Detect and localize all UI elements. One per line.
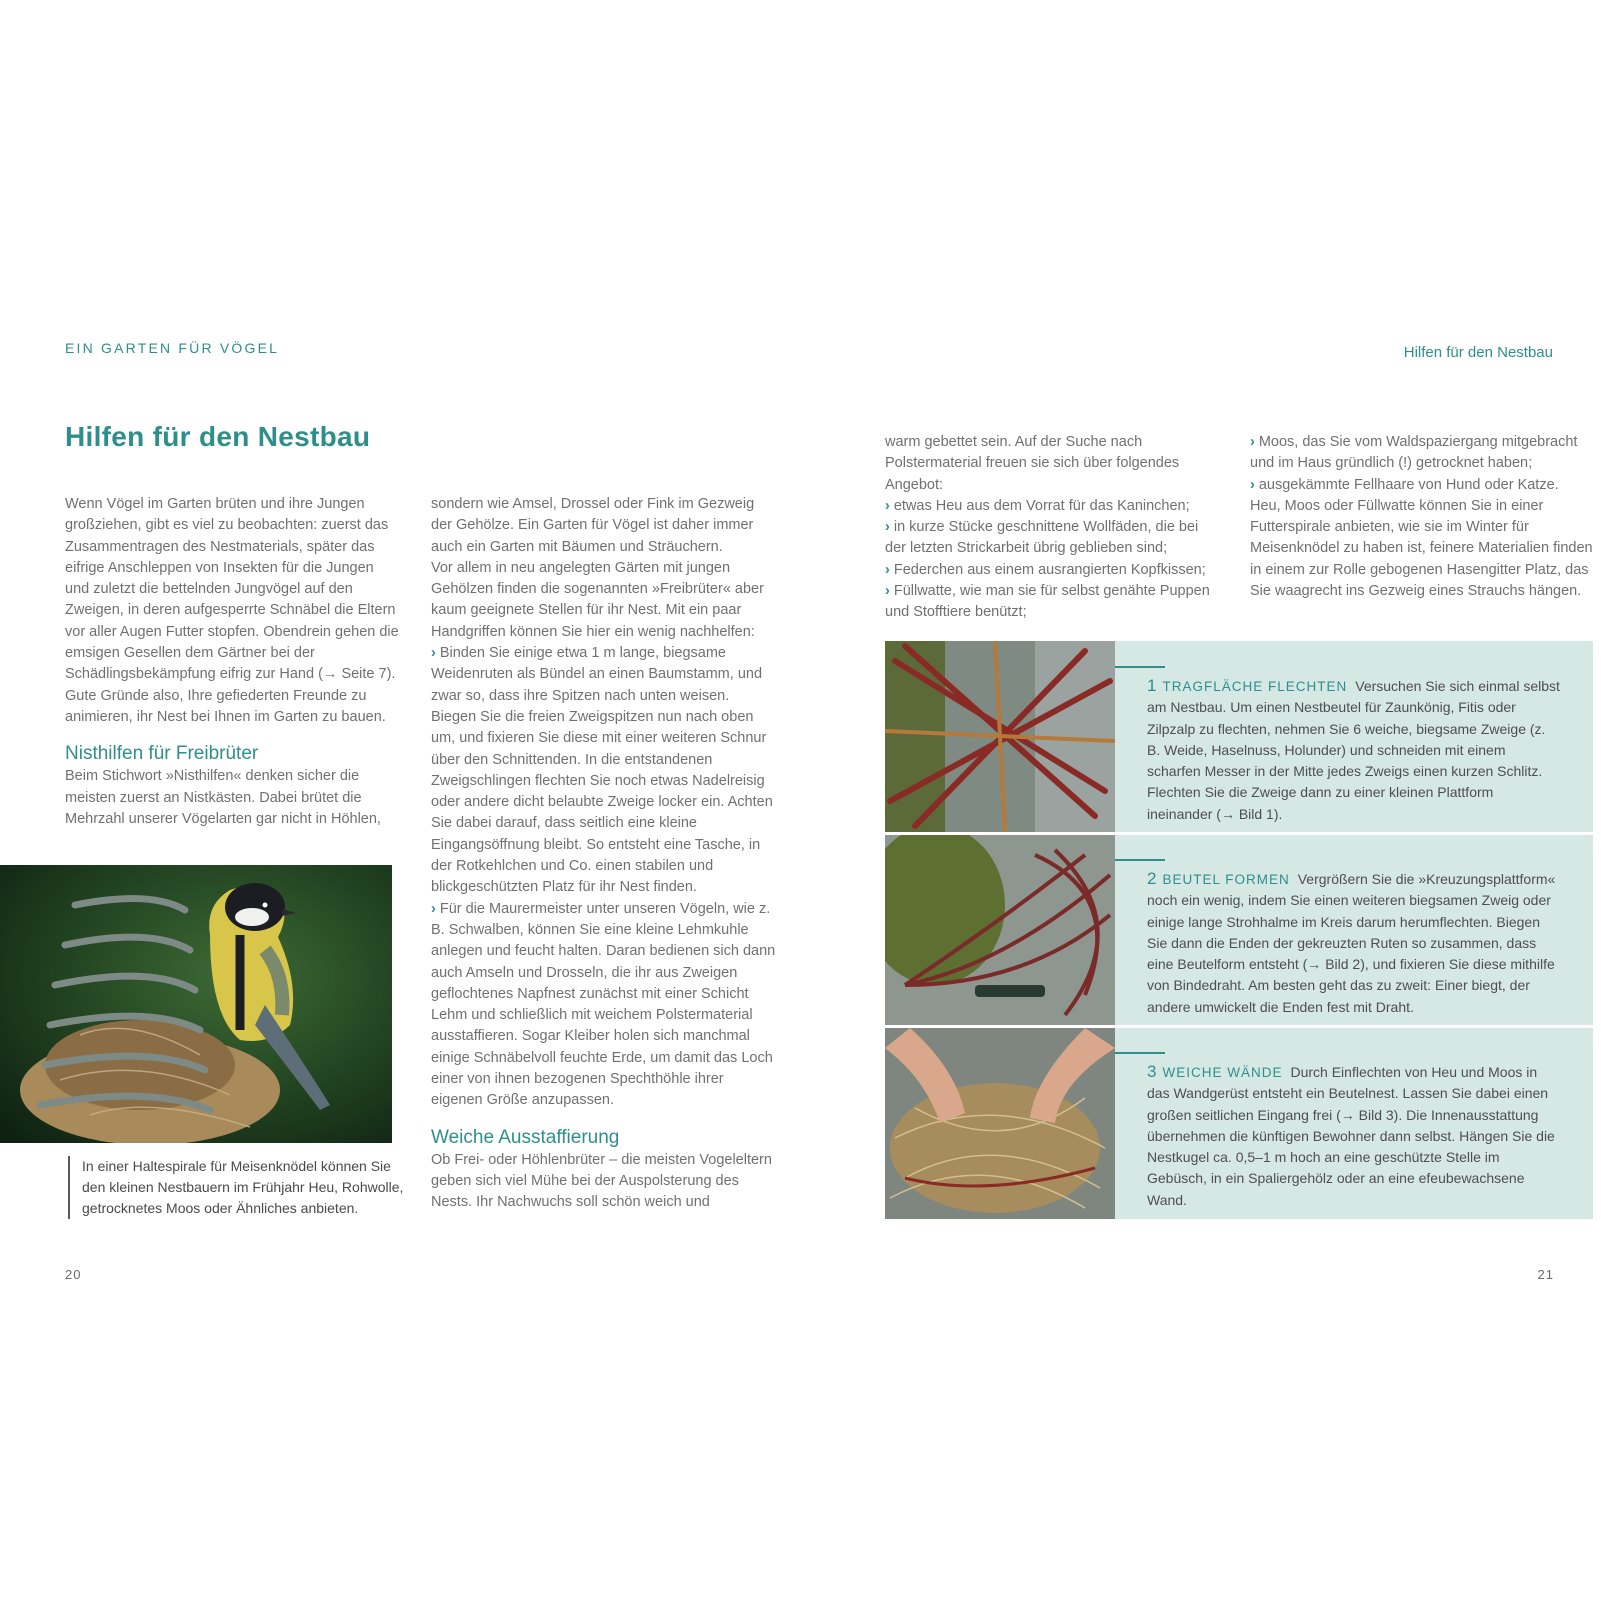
bullet-fellhaare: › ausgekämmte Fellhaare von Hund oder Katze.	[1250, 476, 1559, 493]
bullet-icon: ›	[885, 583, 890, 600]
step-1-rule	[1115, 666, 1165, 668]
nisthilfen-paragraph: Beim Stichwort »Nisthilfen« denken sicher die meisten zuerst an Nistkästen. Dabei brütet die Mehrzahl unserer Vögelarten gar nicht in Höhlen,	[65, 768, 381, 827]
gehoelze-paragraph: sondern wie Amsel, Drossel oder Fink im Gezweig der Gehölze. Ein Garten für Vögel ist daher immer auch ein Garten mit Bäumen und Sträuchern.	[431, 496, 755, 555]
text-column-4	[1250, 432, 1596, 602]
great-tit-photo	[0, 865, 392, 1143]
photo-caption: In einer Haltespirale für Meisenknödel können Sie den kleinen Nestbauern im Frühjahr Heu, Rohwolle, getrocknetes Moos oder Ähnliches anbieten.	[68, 1156, 412, 1219]
step-1-photo	[885, 641, 1115, 832]
step-2-photo	[885, 835, 1115, 1025]
step-3-photo	[885, 1028, 1115, 1219]
text-column-2	[431, 494, 777, 1214]
step-3-text	[1147, 1061, 1561, 1211]
subheading-ausstaffierung: Weiche Ausstaffierung	[431, 1126, 620, 1148]
step-1-number: 1	[1147, 676, 1157, 695]
bullet-icon: ›	[1250, 476, 1255, 493]
step-2-title: BEUTEL FORMEN	[1162, 872, 1290, 887]
bullet-wollfaeden: › in kurze Stücke geschnittene Wollfäden, die bei der letzten Strickarbeit übrig geblieben sind;	[885, 519, 1199, 557]
page-number-left: 20	[65, 1267, 82, 1282]
polster-paragraph: warm gebettet sein. Auf der Suche nach Polstermaterial freuen sie sich über folgendes Angebot:	[885, 434, 1180, 493]
page-number-right: 21	[1537, 1267, 1554, 1282]
bullet-icon: ›	[885, 561, 890, 578]
intro-paragraph: Wenn Vögel im Garten brüten und ihre Jungen großziehen, gibt es viel zu beobachten: zuerst das Zusammentragen des Nestmaterials, später das eifrige Anschleppen von Insekten für die Jungen und zuletzt die bettelnden Jungvögel auf den Zweigen, in deren aufgesperrte Schnäbel die Eltern vor aller Augen Futter stopfen. Obendrein gehen die emsigen Gesellen dem Gärtner bei der Schädlingsbekämpfung eifrig zur Hand (→ Seite 7). Gute Gründe also, Ihre gefiederten Freunde zu animieren, ihr Nest bei Ihnen im Garten zu bauen.	[65, 496, 399, 725]
page-title: Hilfen für den Nestbau	[65, 421, 371, 452]
freibrueter-paragraph: Vor allem in neu angelegten Gärten mit jungen Gehölzen finden die sogenannten »Freibrüter« aber kaum geeignete Stellen für ihr Nest. Mit ein paar Handgriffen können Sie hier ein wenig nachhelfen:	[431, 559, 764, 640]
bullet-weidenruten: › Binden Sie einige etwa 1 m lange, biegsame Weidenruten als Bündel an einen Baumstamm, und zwar so, dass ihre Spitzen nach unten weisen. Biegen Sie die freien Zweigspitzen nun nach oben um, und fixieren Sie diese mit einer weiteren Schnur über den Schnittenden. In die entstandenen Zweigschlingen flechten Sie noch etwas Nadelreisig oder andere dicht belaubte Zweige locker ein. Achten Sie dabei darauf, dass seitlich eine kleine Eingangsöffnung bleibt. So entsteht eine Tasche, in der Rotkehlchen und Co. einen stabilen und blickgeschützten Platz für ihr Nest finden.	[431, 645, 773, 896]
step-instructions-box	[885, 641, 1593, 1219]
running-header-left: EIN GARTEN FÜR VÖGEL	[65, 340, 280, 356]
bullet-moos: › Moos, das Sie vom Waldspaziergang mitgebracht und im Haus gründlich (!) getrocknet haben;	[1250, 434, 1578, 472]
bullet-lehmkuhle: › Für die Maurermeister unter unseren Vögeln, wie z. B. Schwalben, können Sie eine kleine Lehmkuhle anlegen und feucht halten. Daran bedienen sich dann auch Amseln und Drosseln, die ihr aus Zweigen geflochtenes Napfnest zunächst mit einer Schicht Lehm und schließlich mit weichem Polstermaterial ausstaffieren. Sogar Kleiber holen sich manchmal einige Schnäbelvoll feuchte Erde, um damit das Loch einer von ihnen bezogenen Spechthöhle ihrer eigenen Größe anzupassen.	[431, 900, 776, 1109]
bullet-icon: ›	[431, 645, 436, 662]
ausstaffierung-paragraph: Ob Frei- oder Höhlenbrüter – die meisten Vogeleltern geben sich viel Mühe bei der Auspolsterung des Nests. Ihr Nachwuchs soll schön weich und	[431, 1151, 772, 1211]
bullet-icon: ›	[885, 519, 890, 536]
step-3-number: 3	[1147, 1062, 1157, 1081]
step-3-body: Durch Einflechten von Heu und Moos in das Wandgerüst entsteht ein Beutelnest. Lassen Sie dabei einen großen seitlichen Eingang frei (→ Bild 3). Die Innenausstattung übernehmen die künftigen Bewohner dann selbst. Hängen Sie die Nestkugel ca. 0,5–1 m hoch an eine geschützte Stelle im Gebüsch, in ein Spaliergehölz oder an eine efeubewachsene Wand.	[1147, 1064, 1555, 1208]
text-column-3	[885, 432, 1223, 624]
bullet-icon: ›	[1250, 434, 1255, 450]
step-3-rule	[1115, 1052, 1165, 1054]
step-3-title: WEICHE WÄNDE	[1162, 1065, 1283, 1080]
bullet-federchen: › Federchen aus einem ausrangierten Kopfkissen;	[885, 561, 1206, 578]
bullet-icon: ›	[431, 900, 436, 917]
subheading-nisthilfen: Nisthilfen für Freibrüter	[65, 743, 259, 765]
step-2-number: 2	[1147, 869, 1157, 888]
step-2-rule	[1115, 859, 1165, 861]
running-header-right: Hilfen für den Nestbau	[1403, 344, 1553, 361]
step-1-text	[1147, 675, 1561, 825]
step-2-body: Vergrößern Sie die »Kreuzungsplattform« noch ein wenig, indem Sie einen weiteren biegsamen Zweig oder einige lange Strohhalme im Kreis darum herumflechten. Biegen Sie dann die Enden der gekreuzten Ruten so zusammen, dass eine Beutelform entsteht (→ Bild 2), und fixieren Sie diese mithilfe von Bindedraht. Am besten geht das zu zweit: Einer biegt, der andere umwickelt die Enden fest mit Draht.	[1147, 871, 1556, 1015]
text-column-1	[65, 494, 401, 830]
step-2-text	[1147, 868, 1561, 1018]
step-1-body: Versuchen Sie sich einmal selbst am Nestbau. Um einen Nestbeutel für Zaunkönig, Fitis oder Zilpzalp zu flechten, nehmen Sie 6 weiche, biegsame Zweige (z. B. Weide, Haselnuss, Holunder) und schneiden mit einem scharfen Messer in der Mitte jedes Zweigs einen kurzen Schlitz. Flechten Sie die Zweige dann zu einer kleinen Plattform ineinander (→ Bild 1).	[1147, 678, 1560, 822]
bullet-icon: ›	[885, 497, 890, 514]
bullet-heu: › etwas Heu aus dem Vorrat für das Kaninchen;	[885, 497, 1190, 514]
step-1-title: TRAGFLÄCHE FLECHTEN	[1162, 679, 1348, 694]
bullet-fuellwatte: › Füllwatte, wie man sie für selbst genähte Puppen und Stofftiere benützt;	[885, 583, 1210, 621]
futterspirale-paragraph: Heu, Moos oder Füllwatte können Sie in einer Futterspirale anbieten, wie sie im Winter für Meisenknödel zu haben ist, feinere Materialien finden in einem zur Rolle gebogenen Hasengitter Platz, das Sie waagrecht ins Gezweig eines Strauchs hängen.	[1250, 497, 1593, 600]
